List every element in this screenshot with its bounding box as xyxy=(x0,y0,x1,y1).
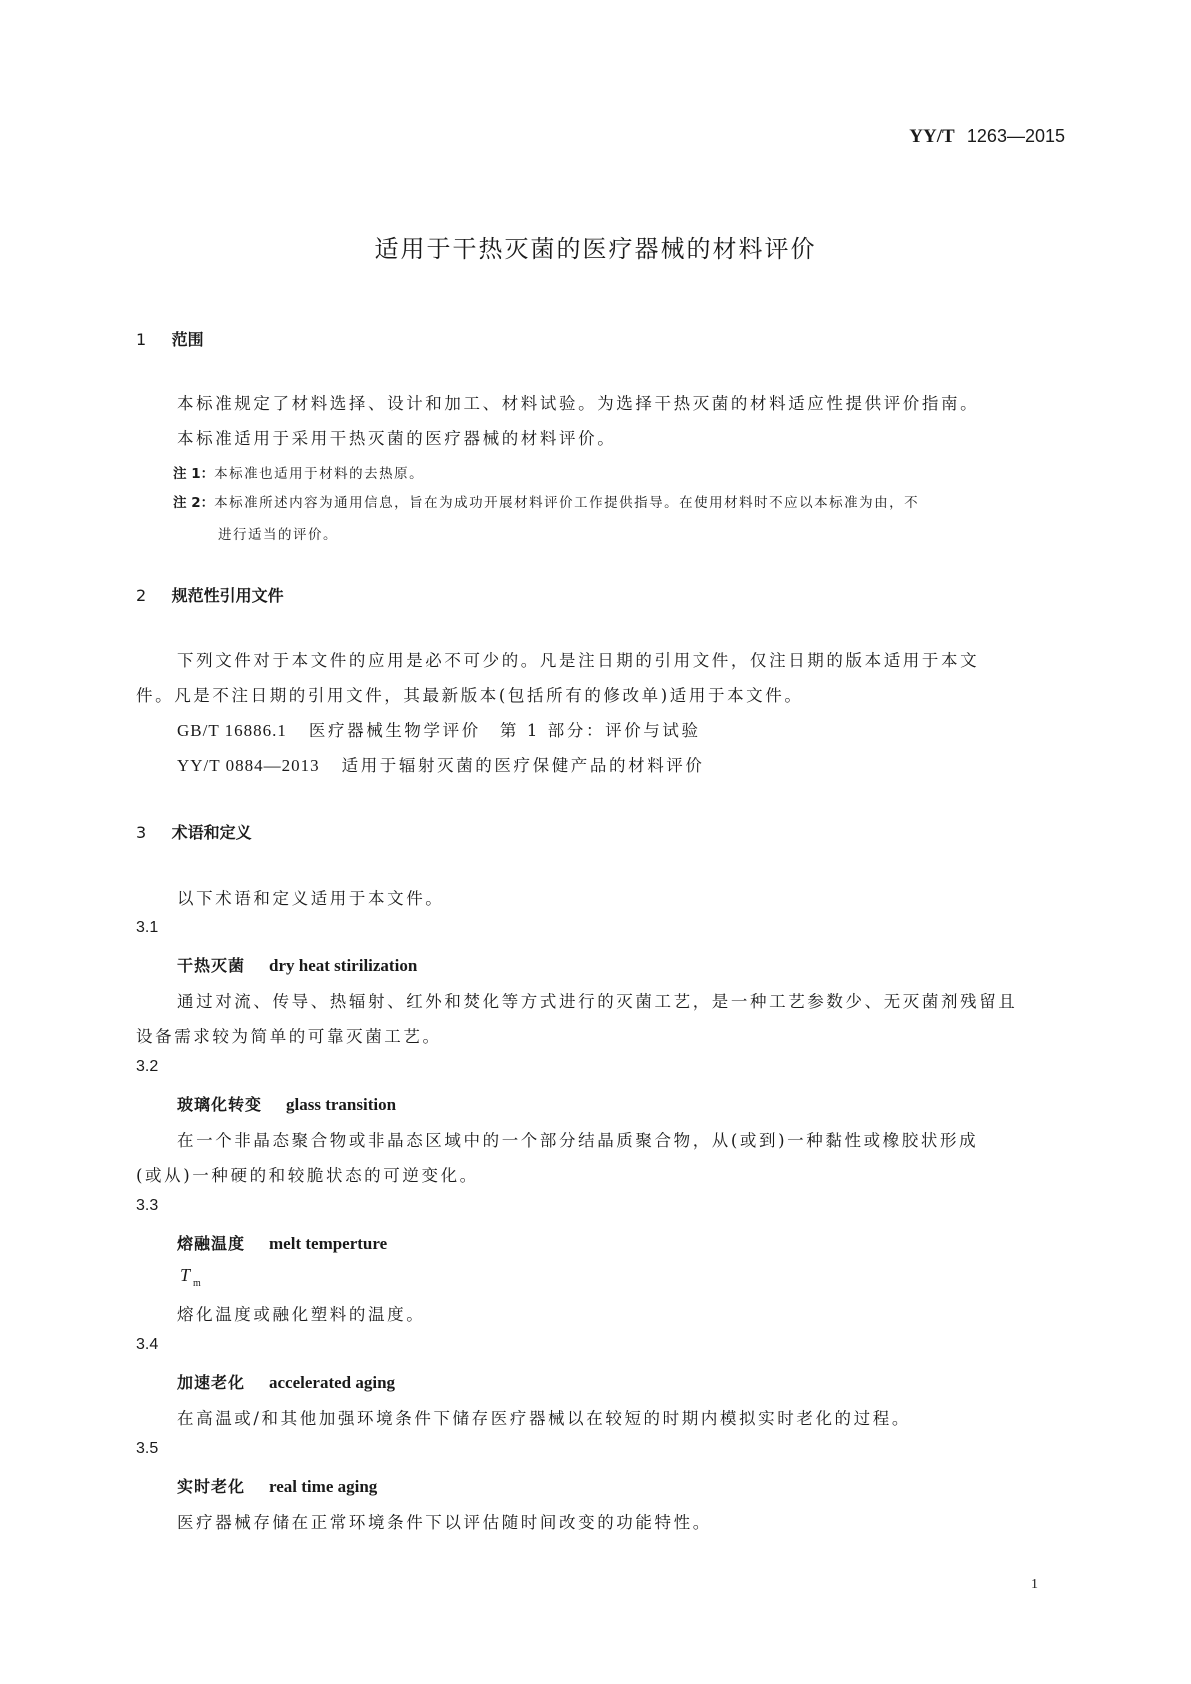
term-number: 3.2 xyxy=(136,1058,159,1075)
document-title: 适用于干热灭菌的医疗器械的材料评价 xyxy=(374,235,817,263)
term-en: accelerated aging xyxy=(269,1373,396,1392)
note-label: 注 1： xyxy=(173,466,215,482)
definition: 在高温或/和其他加强环境条件下储存医疗器械以在较短的时期内模拟实时老化的过程。 xyxy=(177,1409,911,1428)
term-number: 3.1 xyxy=(136,919,159,936)
reference-title: 医疗器械生物学评价 第 1 部分：评价与试验 xyxy=(308,721,701,740)
paragraph: 件。凡是不注日期的引用文件，其最新版本(包括所有的修改单)适用于本文件。 xyxy=(136,686,804,705)
section-heading-2 xyxy=(136,583,284,606)
term-zh: 玻璃化转变 xyxy=(177,1095,263,1114)
note-text: 本标准所述内容为通用信息，旨在为成功开展材料评价工作提供指导。在使用材料时不应以本标准为由，不 xyxy=(214,495,920,511)
term-zh: 加速老化 xyxy=(177,1373,246,1392)
note-2 xyxy=(173,491,919,511)
definition: 设备需求较为简单的可靠灭菌工艺。 xyxy=(136,1027,442,1046)
term-entry xyxy=(177,953,417,976)
paragraph: 以下术语和定义适用于本文件。 xyxy=(177,889,445,908)
definition: 在一个非晶态聚合物或非晶态区域中的一个部分结晶质聚合物，从(或到)一种黏性或橡胶状形成 xyxy=(177,1131,979,1150)
definition: 通过对流、传导、热辐射、红外和焚化等方式进行的灭菌工艺，是一种工艺参数少、无灭菌剂残留且 xyxy=(177,992,1018,1011)
term-symbol xyxy=(180,1265,201,1289)
reference-item xyxy=(177,752,705,776)
section-number: 3 xyxy=(136,823,147,842)
term-number: 3.3 xyxy=(136,1197,159,1214)
term-entry xyxy=(177,1231,387,1254)
term-zh: 干热灭菌 xyxy=(177,956,246,975)
standard-code xyxy=(909,126,1065,148)
section-title: 范围 xyxy=(171,330,204,349)
term-entry xyxy=(177,1370,395,1393)
reference-code: YY/T 0884—2013 xyxy=(177,756,320,775)
term-zh: 实时老化 xyxy=(177,1477,246,1496)
term-number: 3.4 xyxy=(136,1336,159,1353)
symbol-main: T xyxy=(180,1265,191,1285)
term-en: melt temperture xyxy=(269,1234,388,1253)
note-label: 注 2： xyxy=(173,495,215,511)
section-heading-3 xyxy=(136,820,252,843)
paragraph: 下列文件对于本文件的应用是必不可少的。凡是注日期的引用文件，仅注日期的版本适用于本文 xyxy=(177,651,980,670)
term-zh: 熔融温度 xyxy=(177,1234,246,1253)
standard-prefix: YY/T xyxy=(909,126,955,147)
term-entry xyxy=(177,1474,377,1497)
term-entry xyxy=(177,1092,396,1115)
note-1 xyxy=(173,462,424,482)
term-en: dry heat stirilization xyxy=(269,956,418,975)
reference-title: 适用于辐射灭菌的医疗保健产品的材料评价 xyxy=(341,756,705,775)
definition: (或从)一种硬的和较脆状态的可逆变化。 xyxy=(136,1166,479,1185)
section-number: 2 xyxy=(136,586,147,605)
note-2-continuation: 进行适当的评价。 xyxy=(218,527,338,543)
section-title: 术语和定义 xyxy=(171,823,252,842)
reference-item xyxy=(177,717,701,741)
reference-code: GB/T 16886.1 xyxy=(177,721,287,740)
term-number: 3.5 xyxy=(136,1440,159,1457)
section-title: 规范性引用文件 xyxy=(171,586,284,605)
symbol-subscript: m xyxy=(193,1277,201,1289)
paragraph: 本标准规定了材料选择、设计和加工、材料试验。为选择干热灭菌的材料适应性提供评价指南。 xyxy=(177,394,980,413)
term-en: glass transition xyxy=(286,1095,397,1114)
page-number: 1 xyxy=(1031,1577,1038,1592)
definition: 医疗器械存储在正常环境条件下以评估随时间改变的功能特性。 xyxy=(177,1513,712,1532)
note-text: 本标准也适用于材料的去热原。 xyxy=(214,466,425,482)
standard-number: 1263—2015 xyxy=(966,126,1065,146)
section-number: 1 xyxy=(136,330,147,349)
definition: 熔化温度或融化塑料的温度。 xyxy=(177,1305,426,1324)
term-en: real time aging xyxy=(269,1477,378,1496)
section-heading-1 xyxy=(136,327,204,350)
paragraph: 本标准适用于采用干热灭菌的医疗器械的材料评价。 xyxy=(177,429,617,448)
